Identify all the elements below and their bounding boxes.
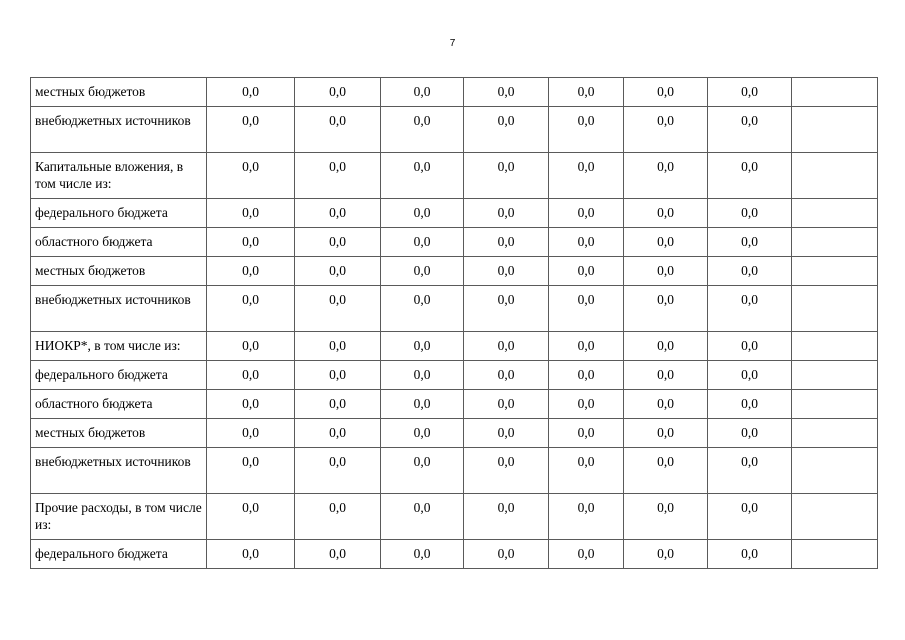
empty-cell (792, 332, 878, 361)
value-cell: 0,0 (207, 361, 295, 390)
empty-cell (792, 390, 878, 419)
value-cell: 0,0 (381, 286, 464, 332)
empty-cell (792, 153, 878, 199)
table-row (31, 540, 878, 569)
table-row (31, 448, 878, 494)
value-cell: 0,0 (624, 286, 708, 332)
value-cell: 0,0 (464, 540, 549, 569)
value-cell: 0,0 (207, 228, 295, 257)
empty-cell (792, 78, 878, 107)
value-cell: 0,0 (464, 257, 549, 286)
value-cell: 0,0 (624, 494, 708, 540)
value-cell: 0,0 (708, 540, 792, 569)
value-cell: 0,0 (464, 107, 549, 153)
value-cell: 0,0 (381, 390, 464, 419)
value-cell: 0,0 (708, 390, 792, 419)
empty-cell (792, 286, 878, 332)
value-cell: 0,0 (295, 257, 381, 286)
value-cell: 0,0 (295, 153, 381, 199)
table-row (31, 153, 878, 199)
value-cell: 0,0 (549, 332, 624, 361)
value-cell: 0,0 (207, 78, 295, 107)
value-cell: 0,0 (295, 228, 381, 257)
value-cell: 0,0 (207, 257, 295, 286)
value-cell: 0,0 (381, 107, 464, 153)
value-cell: 0,0 (464, 390, 549, 419)
value-cell: 0,0 (624, 332, 708, 361)
value-cell: 0,0 (295, 390, 381, 419)
value-cell: 0,0 (549, 78, 624, 107)
value-cell: 0,0 (624, 419, 708, 448)
page-number: 7 (449, 38, 456, 49)
value-cell: 0,0 (295, 419, 381, 448)
value-cell: 0,0 (207, 332, 295, 361)
value-cell: 0,0 (549, 199, 624, 228)
value-cell: 0,0 (207, 107, 295, 153)
value-cell: 0,0 (624, 153, 708, 199)
table-row (31, 361, 878, 390)
value-cell: 0,0 (549, 390, 624, 419)
table-row (31, 228, 878, 257)
value-cell: 0,0 (381, 257, 464, 286)
empty-cell (792, 448, 878, 494)
row-label: внебюджетных источников (31, 286, 207, 332)
value-cell: 0,0 (624, 257, 708, 286)
value-cell: 0,0 (708, 419, 792, 448)
value-cell: 0,0 (207, 153, 295, 199)
empty-cell (792, 540, 878, 569)
value-cell: 0,0 (624, 390, 708, 419)
value-cell: 0,0 (295, 199, 381, 228)
value-cell: 0,0 (549, 419, 624, 448)
empty-cell (792, 494, 878, 540)
value-cell: 0,0 (624, 448, 708, 494)
empty-cell (792, 107, 878, 153)
value-cell: 0,0 (381, 540, 464, 569)
value-cell: 0,0 (624, 78, 708, 107)
value-cell: 0,0 (295, 78, 381, 107)
value-cell: 0,0 (381, 494, 464, 540)
row-label: внебюджетных источников (31, 448, 207, 494)
value-cell: 0,0 (708, 199, 792, 228)
value-cell: 0,0 (624, 199, 708, 228)
row-label: местных бюджетов (31, 419, 207, 448)
empty-cell (792, 419, 878, 448)
value-cell: 0,0 (624, 107, 708, 153)
value-cell: 0,0 (381, 448, 464, 494)
value-cell: 0,0 (708, 332, 792, 361)
table-row (31, 257, 878, 286)
row-label: внебюджетных источников (31, 107, 207, 153)
value-cell: 0,0 (708, 78, 792, 107)
empty-cell (792, 361, 878, 390)
value-cell: 0,0 (708, 107, 792, 153)
value-cell: 0,0 (624, 361, 708, 390)
value-cell: 0,0 (464, 199, 549, 228)
value-cell: 0,0 (624, 228, 708, 257)
value-cell: 0,0 (381, 153, 464, 199)
value-cell: 0,0 (295, 540, 381, 569)
value-cell: 0,0 (464, 228, 549, 257)
table-row (31, 286, 878, 332)
value-cell: 0,0 (708, 228, 792, 257)
value-cell: 0,0 (381, 78, 464, 107)
value-cell: 0,0 (207, 390, 295, 419)
table-row (31, 107, 878, 153)
empty-cell (792, 199, 878, 228)
row-label: местных бюджетов (31, 257, 207, 286)
value-cell: 0,0 (549, 153, 624, 199)
table-row (31, 494, 878, 540)
value-cell: 0,0 (624, 540, 708, 569)
value-cell: 0,0 (549, 448, 624, 494)
value-cell: 0,0 (708, 257, 792, 286)
value-cell: 0,0 (295, 107, 381, 153)
row-label: НИОКР*, в том числе из: (31, 332, 207, 361)
value-cell: 0,0 (295, 448, 381, 494)
value-cell: 0,0 (464, 494, 549, 540)
empty-cell (792, 228, 878, 257)
value-cell: 0,0 (295, 494, 381, 540)
value-cell: 0,0 (549, 286, 624, 332)
value-cell: 0,0 (464, 153, 549, 199)
value-cell: 0,0 (381, 228, 464, 257)
row-label: Капитальные вложения, в том числе из: (31, 153, 207, 199)
value-cell: 0,0 (549, 494, 624, 540)
value-cell: 0,0 (464, 361, 549, 390)
value-cell: 0,0 (549, 228, 624, 257)
value-cell: 0,0 (549, 257, 624, 286)
value-cell: 0,0 (381, 199, 464, 228)
value-cell: 0,0 (381, 361, 464, 390)
value-cell: 0,0 (708, 494, 792, 540)
value-cell: 0,0 (464, 332, 549, 361)
table-row (31, 390, 878, 419)
value-cell: 0,0 (464, 78, 549, 107)
row-label: местных бюджетов (31, 78, 207, 107)
table-row (31, 78, 878, 107)
value-cell: 0,0 (207, 286, 295, 332)
value-cell: 0,0 (207, 199, 295, 228)
value-cell: 0,0 (295, 332, 381, 361)
table-row (31, 419, 878, 448)
value-cell: 0,0 (381, 332, 464, 361)
table-row (31, 199, 878, 228)
value-cell: 0,0 (207, 540, 295, 569)
row-label: Прочие расходы, в том числе из: (31, 494, 207, 540)
value-cell: 0,0 (207, 448, 295, 494)
row-label: областного бюджета (31, 390, 207, 419)
value-cell: 0,0 (708, 286, 792, 332)
value-cell: 0,0 (464, 448, 549, 494)
empty-cell (792, 257, 878, 286)
value-cell: 0,0 (464, 419, 549, 448)
budget-table-body (31, 78, 878, 569)
value-cell: 0,0 (549, 107, 624, 153)
row-label: федерального бюджета (31, 361, 207, 390)
value-cell: 0,0 (207, 419, 295, 448)
table-row (31, 332, 878, 361)
value-cell: 0,0 (295, 361, 381, 390)
value-cell: 0,0 (207, 494, 295, 540)
value-cell: 0,0 (381, 419, 464, 448)
row-label: областного бюджета (31, 228, 207, 257)
value-cell: 0,0 (295, 286, 381, 332)
budget-table (30, 77, 878, 569)
value-cell: 0,0 (708, 448, 792, 494)
value-cell: 0,0 (464, 286, 549, 332)
row-label: федерального бюджета (31, 199, 207, 228)
value-cell: 0,0 (549, 361, 624, 390)
value-cell: 0,0 (549, 540, 624, 569)
value-cell: 0,0 (708, 153, 792, 199)
row-label: федерального бюджета (31, 540, 207, 569)
value-cell: 0,0 (708, 361, 792, 390)
